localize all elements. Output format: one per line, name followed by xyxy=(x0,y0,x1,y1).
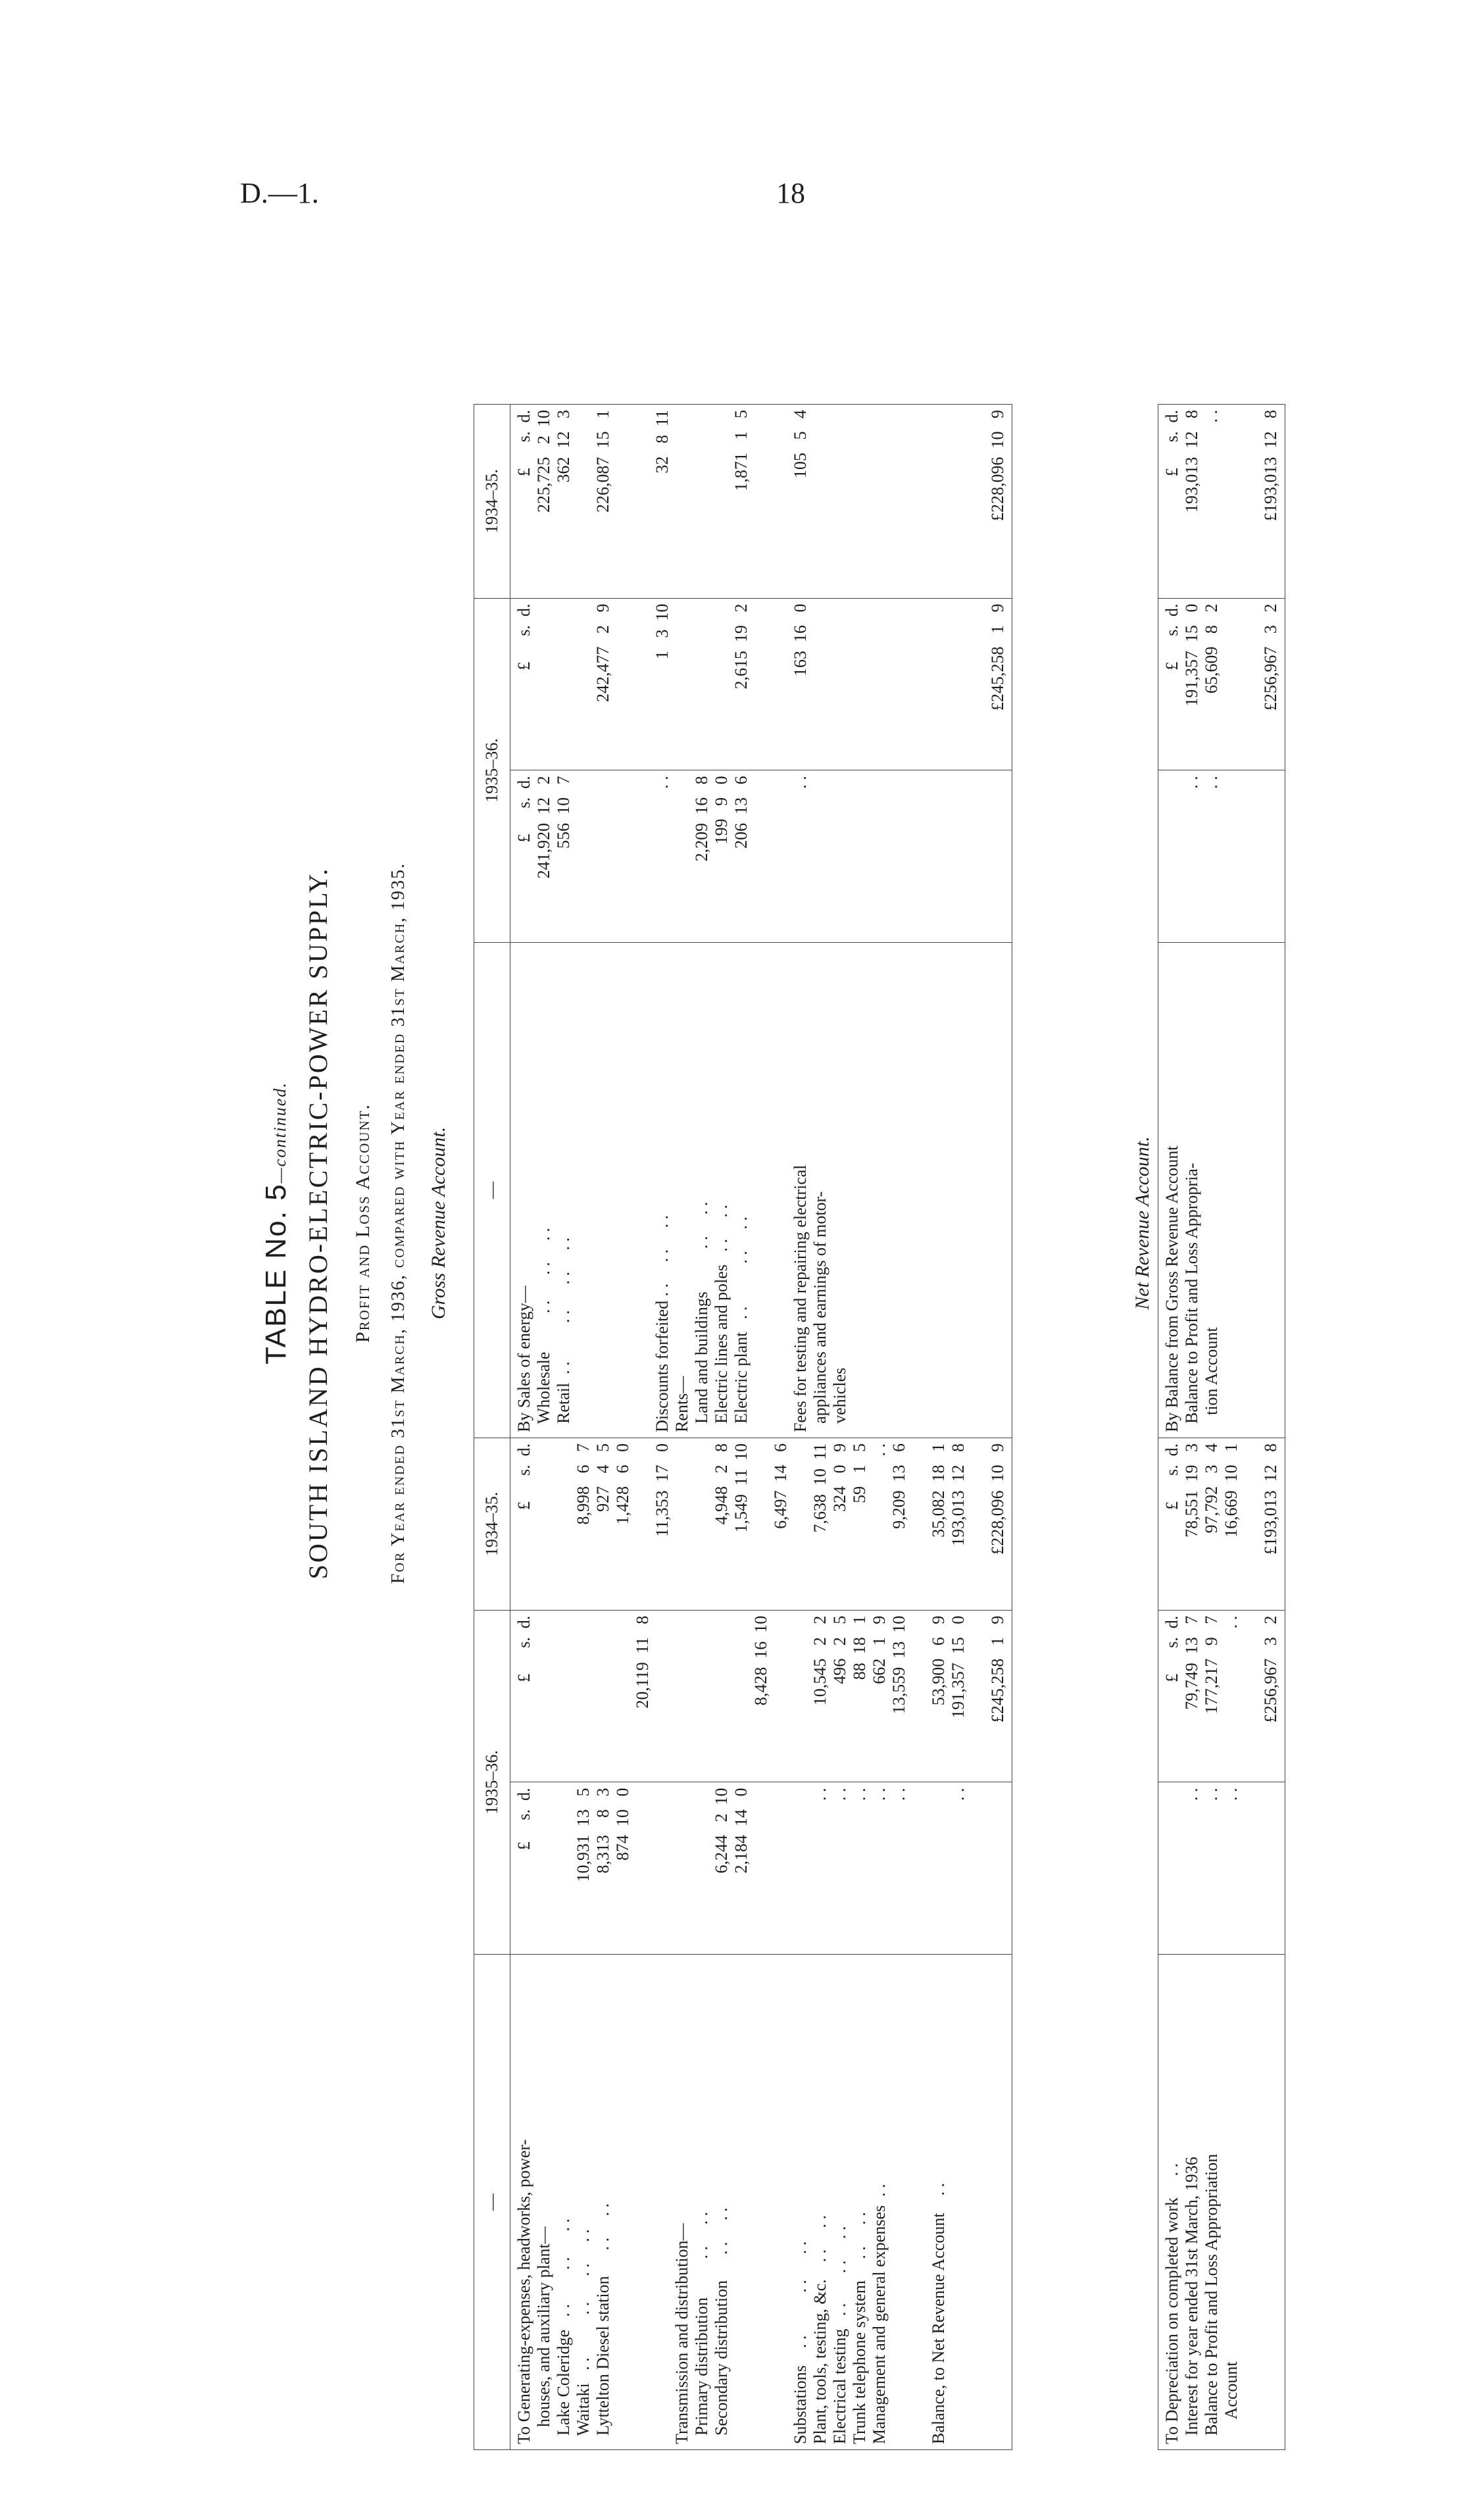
net-revenue-table xyxy=(1158,404,1285,2450)
gross-dr-1935-header: 1934–35. xyxy=(474,1438,510,1610)
table-number-title xyxy=(260,730,293,1717)
gross-dr-labels: To Generating-expenses, headworks, power- houses, and auxiliary plant— Lake Coleridge . . . . . . Waitaki . . . . . . . . Lyttelton Diesel station . . . . Transmission and distribution— Primary distribution . . . . Secondary distribution . . . . Substations . . . . . . Plant, tools, testing, &c. . . . . Electrical testing . . . . . . Trunk telephone system . . . . Management and general expenses . . Balance, to Net Revenue Account . . xyxy=(510,1955,1012,2450)
gross-cr-1936-detail: £ s. d. 241,920 12 2 556 10 7 . . 2,209 16 8 199 9 0 206 13 6 . . xyxy=(510,770,1012,943)
gross-cr-label-header: — xyxy=(474,943,510,1438)
gross-header-row xyxy=(474,405,510,2450)
gross-cr-1935: £ s. d. 225,725 2 10 362 12 3 226,087 15 1 32 8 11 1,871 1 5 105 5 4 £228,096 10 9 xyxy=(510,405,1012,599)
table-number: TABLE No. 5 xyxy=(260,1183,292,1365)
supply-title: SOUTH ISLAND HYDRO-ELECTRIC-POWER SUPPLY. xyxy=(303,866,333,1580)
gross-cr-1935-header: 1934–35. xyxy=(474,405,510,599)
net-cr-1936-detail: . . . . xyxy=(1158,770,1285,943)
gross-revenue-table xyxy=(474,404,1012,2450)
gross-dr-1936-header: 1935–36. xyxy=(474,1610,510,1955)
net-dr-labels: To Depreciation on completed work . . Interest for year ended 31st March, 1936 Balance to Profit and Loss Appropriation Account xyxy=(1158,1955,1285,2450)
net-dr-1936-total: £ s. d. 79,749 13 7 177,217 9 7 . . £256,967 3 2 xyxy=(1158,1610,1285,1782)
net-cr-labels: By Balance from Gross Revenue Account Balance to Profit and Loss Appropria- tion Account xyxy=(1158,943,1285,1438)
net-cr-1935: £ s. d. 193,013 12 8 . . £193,013 12 8 xyxy=(1158,405,1285,599)
period-title: For Year ended 31st March, 1936, compared with Year ended 31st March, 1935. xyxy=(388,862,408,1584)
gross-cr-labels: By Sales of energy— Wholesale . . . . . . Retail . . . . . . . . Discounts forfeited . . . . . . Rents— Land and buildings . . . . Electric lines and poles . . . . Electric plant . . . . . . Fees for testing and repairing electrical appliances and earnings of motor- vehicles xyxy=(510,943,1012,1438)
net-dr-1935: £ s. d. 78,551 19 3 97,792 3 4 16,669 10 1 £193,013 12 8 xyxy=(1158,1438,1285,1610)
gross-cr-1936-total: £ s. d. 242,477 2 9 1 3 10 2,615 19 2 163 16 0 £245,258 1 9 xyxy=(510,598,1012,770)
gross-dr-label-header: — xyxy=(474,1955,510,2450)
net-dr-1936-detail: . . . . . . xyxy=(1158,1782,1285,1955)
page-number: 18 xyxy=(776,177,805,209)
gross-dr-1936-total: £ s. d. 20,119 11 8 8,428 16 10 10,545 2 2 496 2 5 88 18 1 662 1 9 13,559 13 10 53,900 6 9 191,357 15 0 £245,258 1 9 xyxy=(510,1610,1012,1782)
gross-dr-1935: £ s. d. 8,998 6 7 927 4 5 1,428 6 0 11,353 17 0 4,948 2 8 1,549 11 10 6,497 14 6 7,638 10 11 324 0 9 59 1 5 . . 9,209 13 6 35,082 18 1 193,013 12 8 £228,096 10 9 xyxy=(510,1438,1012,1610)
net-body-row xyxy=(1158,405,1285,2450)
gross-cr-1936-header: 1935–36. xyxy=(474,598,510,943)
gross-revenue-heading: Gross Revenue Account. xyxy=(428,1126,449,1320)
gross-dr-1936-detail: £ s. d. 10,931 13 5 8,313 8 3 874 10 0 6,244 2 10 2,184 14 0 . . . . . . . . . . . . xyxy=(510,1782,1012,1955)
document-code: D.—1. xyxy=(240,177,319,209)
gross-body-row xyxy=(510,405,1012,2450)
net-cr-1936-total: £ s. d. 191,357 15 0 65,609 8 2 £256,967 3 2 xyxy=(1158,598,1285,770)
table-number-suffix: —continued. xyxy=(270,1082,289,1184)
net-revenue-heading: Net Revenue Account. xyxy=(1131,1136,1153,1310)
account-title: Profit and Loss Account. xyxy=(352,1103,374,1343)
